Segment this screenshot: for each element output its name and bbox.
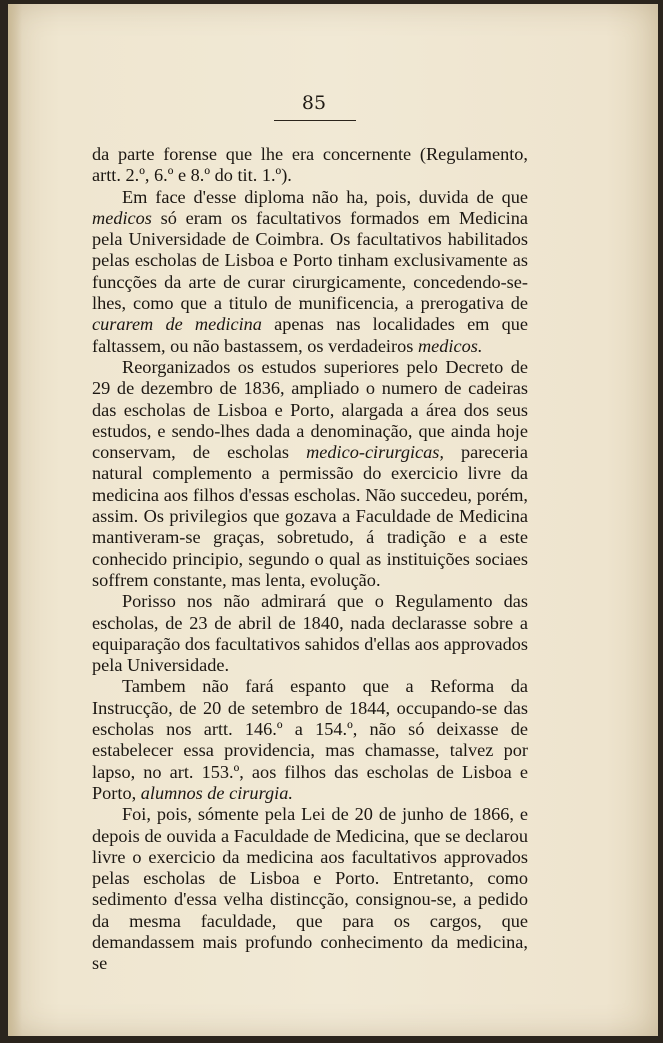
paragraph <box>92 676 528 804</box>
text-run: Foi, pois, sómente pela Lei de 20 de junho de 1866, e depois de ouvida a Faculdade de Medicina, que se declarou livre o exercicio da medicina aos facultativos approvados pelas escholas de Lisboa e Porto. Entretanto, como sedimento d'essa velha distincção, consignou-se, a pedido da mesma faculdade, que para os cargos, que demandassem mais profundo conhecimento da medicina, se <box>92 804 528 974</box>
book-page <box>8 4 658 1036</box>
paragraph <box>92 804 528 974</box>
page-number: 85 <box>301 92 327 114</box>
italic-run: alumnos de cirurgia. <box>140 782 293 803</box>
text-run: só eram os facultativos formados em Medicina pela Universidade de Coimbra. Os facultativos habilitados pelas escholas de Lisboa e Porto tinham exclusivamente as funcções da arte de curar cirurgicamente, concedendo-se-lhes, como que a titulo de munificencia, a prerogativa de <box>92 207 528 314</box>
text-run: Tambem não fará espanto que a Reforma da Instrucção, de 20 de setembro de 1844, occupando-se das escholas nos artt. 146.º a 154.º, não só deixasse de estabelecer essa providencia, mas chamasse, talvez por lapso, no art. 153.º, aos filhos das escholas de Lisboa e Porto, <box>92 676 528 803</box>
text-run: Porisso nos não admirará que o Regulamento das escholas, de 23 de abril de 1840, nada declarasse sobre a equiparação dos facultativos sahidos d'ellas aos approvados pela Universidade. <box>92 591 528 676</box>
text-run: Em face d'esse diploma não ha, pois, duvida de que <box>122 186 528 207</box>
paragraph <box>92 144 528 187</box>
body-text <box>92 144 528 975</box>
paragraph <box>92 591 528 676</box>
paragraph <box>92 357 528 591</box>
italic-run: medicos <box>92 207 152 228</box>
text-run: pareceria natural complemento a permissão do exercicio livre da medicina aos filhos d'essas escholas. Não succedeu, porém, assim. Os privilegios que gozava a Faculdade de Medicina mantiveram-se graças, sobretudo, á tradição e a este conhecido principio, segundo o qual as instituições sociaes soffrem constante, mas lenta, evolução. <box>92 442 528 590</box>
italic-run: medicos. <box>417 335 483 356</box>
header-rule <box>274 120 356 121</box>
paragraph <box>92 187 528 357</box>
text-run: da parte forense que lhe era concernente (Regulamento, artt. 2.º, 6.º e 8.º do tit. 1.º). <box>92 144 528 186</box>
italic-run: curarem de medicina <box>92 314 262 335</box>
italic-run: medico-cirurgicas, <box>306 442 444 463</box>
text-run: apenas nas localidades em que faltassem, ou não bastassem, os verdadeiros <box>92 314 529 356</box>
text-run: Reorganizados os estudos superiores pelo Decreto de 29 de dezembro de 1836, ampliado o numero de cadeiras das escholas de Lisboa e Porto, alargada a área dos seus estudos, e sendo-lhes dada a denominação, que ainda hoje conservam, de escholas <box>92 356 528 463</box>
page-gutter-shadow <box>8 4 22 1036</box>
